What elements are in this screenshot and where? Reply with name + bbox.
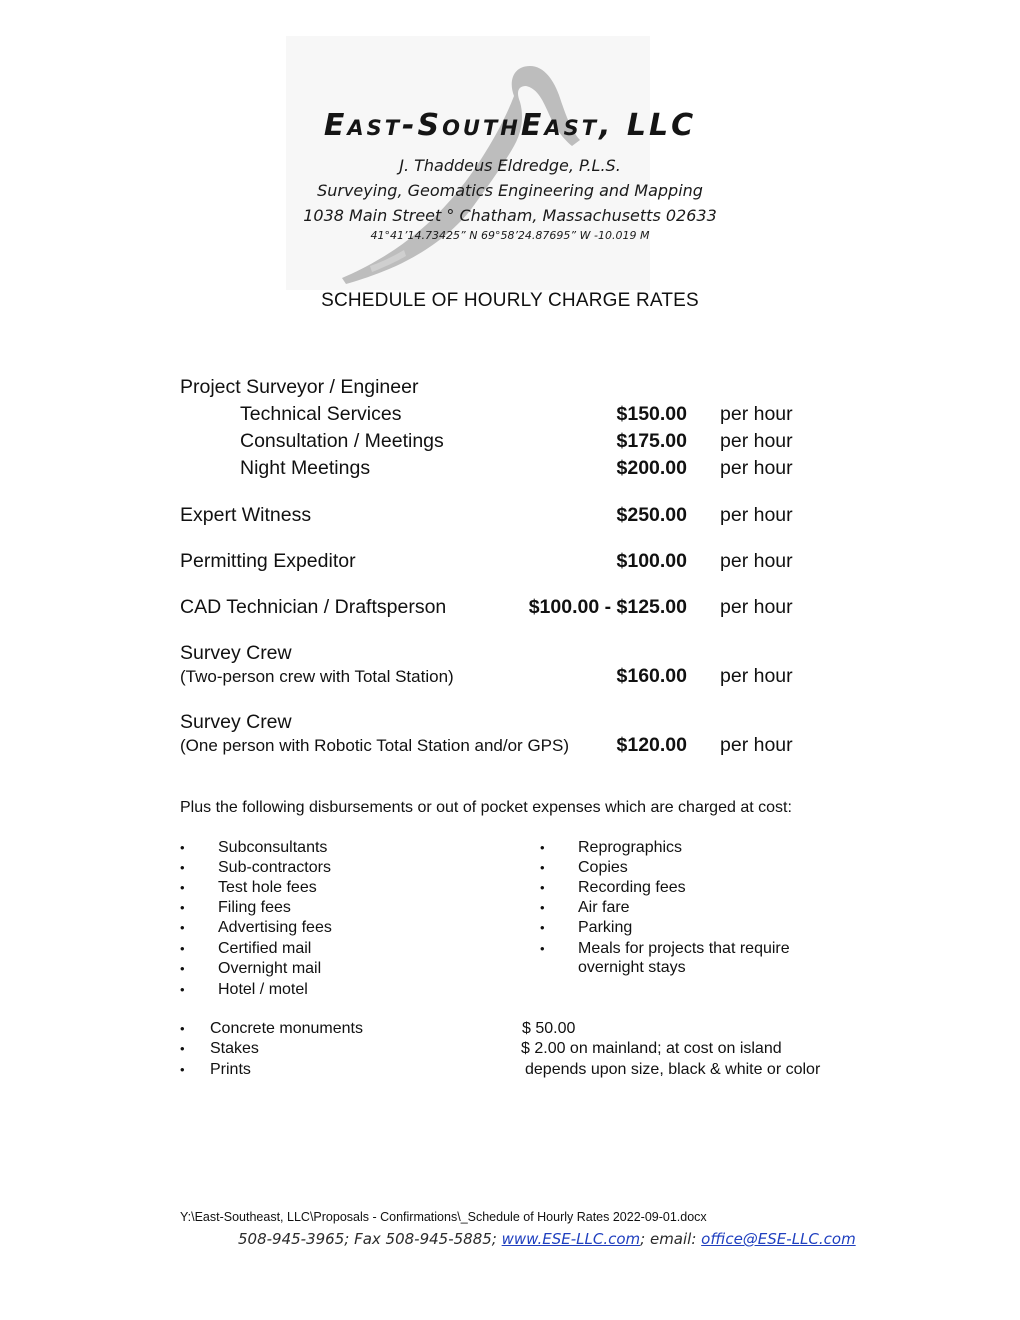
page-title: SCHEDULE OF HOURLY CHARGE RATES bbox=[321, 290, 699, 311]
list-bullet: • bbox=[180, 880, 185, 895]
list-item: Hotel / motel bbox=[218, 981, 308, 998]
material-price: $ 50.00 bbox=[522, 1020, 576, 1037]
list-item: Recording fees bbox=[578, 879, 686, 896]
survey-crew-two-unit: per hour bbox=[720, 665, 793, 687]
list-item: Overnight mail bbox=[218, 960, 322, 977]
permitting-rate: $100.00 bbox=[616, 550, 687, 572]
list-item: Meals for projects that require bbox=[578, 940, 790, 957]
list-bullet: • bbox=[180, 840, 185, 855]
email-link[interactable]: office@ESE-LLC.com bbox=[701, 1230, 856, 1248]
survey-crew-one-rate: $120.00 bbox=[616, 734, 687, 756]
list-item-continuation: overnight stays bbox=[578, 959, 686, 976]
list-bullet: • bbox=[180, 1062, 185, 1077]
disbursements-intro: Plus the following disbursements or out of pocket expenses which are charged at cost: bbox=[180, 799, 792, 816]
coordinates-line: 41°41’14.73425” N 69°58’24.87695” W -10.019 M bbox=[370, 229, 650, 242]
expert-witness-unit: per hour bbox=[720, 504, 793, 526]
company-name: East-SouthEast, LLC bbox=[323, 108, 697, 143]
list-bullet: • bbox=[180, 900, 185, 915]
list-item: Certified mail bbox=[218, 940, 312, 957]
list-bullet: • bbox=[540, 941, 545, 956]
file-path: Y:\East-Southeast, LLC\Proposals - Confirmations\_Schedule of Hourly Rates 2022-09-01.docx bbox=[180, 1210, 707, 1224]
technical-services-rate: $150.00 bbox=[616, 403, 687, 425]
material-price: depends upon size, black & white or color bbox=[525, 1061, 821, 1078]
list-item: Test hole fees bbox=[218, 879, 317, 896]
list-bullet: • bbox=[540, 840, 545, 855]
list-bullet: • bbox=[180, 961, 185, 976]
services-line: Surveying, Geomatics Engineering and Mapping bbox=[317, 181, 703, 200]
expert-witness-rate: $250.00 bbox=[616, 504, 687, 526]
list-bullet: • bbox=[180, 860, 185, 875]
list-bullet: • bbox=[540, 860, 545, 875]
list-item: Copies bbox=[578, 859, 628, 876]
survey-crew-one-sublabel: (One person with Robotic Total Station and/or GPS) bbox=[180, 736, 569, 755]
survey-crew-two-label: Survey Crew bbox=[180, 642, 292, 664]
list-item: Subconsultants bbox=[218, 839, 328, 856]
consultation-label: Consultation / Meetings bbox=[240, 430, 444, 452]
survey-crew-two-sublabel: (Two-person crew with Total Station) bbox=[180, 667, 454, 686]
address-line: 1038 Main Street ° Chatham, Massachusetts 02633 bbox=[303, 206, 717, 225]
material-price: $ 2.00 on mainland; at cost on island bbox=[521, 1040, 782, 1057]
surveyor-name: J. Thaddeus Eldredge, P.L.S. bbox=[399, 156, 621, 175]
technical-services-label: Technical Services bbox=[240, 403, 402, 425]
list-bullet: • bbox=[180, 1041, 185, 1056]
phone-fax: 508-945-3965; Fax 508-945-5885; bbox=[238, 1230, 502, 1248]
list-bullet: • bbox=[180, 1021, 185, 1036]
permitting-label: Permitting Expeditor bbox=[180, 550, 356, 572]
survey-crew-one-label: Survey Crew bbox=[180, 711, 292, 733]
night-meetings-unit: per hour bbox=[720, 457, 793, 479]
survey-crew-one-unit: per hour bbox=[720, 734, 793, 756]
night-meetings-label: Night Meetings bbox=[240, 457, 371, 479]
permitting-unit: per hour bbox=[720, 550, 793, 572]
list-bullet: • bbox=[180, 941, 185, 956]
list-bullet: • bbox=[180, 920, 185, 935]
survey-crew-two-rate: $160.00 bbox=[616, 665, 687, 687]
consultation-rate: $175.00 bbox=[616, 430, 687, 452]
night-meetings-rate: $200.00 bbox=[616, 457, 687, 479]
list-item: Filing fees bbox=[218, 899, 291, 916]
list-bullet: • bbox=[180, 982, 185, 997]
website-link[interactable]: www.ESE-LLC.com bbox=[501, 1230, 641, 1248]
material-item: Prints bbox=[210, 1061, 251, 1078]
consultation-unit: per hour bbox=[720, 430, 793, 452]
project-surveyor-label: Project Surveyor / Engineer bbox=[180, 376, 419, 398]
email-label: ; email: bbox=[640, 1230, 702, 1248]
contact-line bbox=[238, 1230, 856, 1248]
list-item: Sub-contractors bbox=[218, 859, 331, 876]
cad-technician-label: CAD Technician / Draftsperson bbox=[180, 596, 447, 618]
material-item: Stakes bbox=[210, 1040, 259, 1057]
cad-technician-unit: per hour bbox=[720, 596, 793, 618]
list-bullet: • bbox=[540, 920, 545, 935]
list-item: Parking bbox=[578, 919, 633, 936]
list-item: Reprographics bbox=[578, 839, 683, 856]
cad-technician-rate: $100.00 - $125.00 bbox=[528, 596, 687, 618]
list-bullet: • bbox=[540, 880, 545, 895]
expert-witness-label: Expert Witness bbox=[180, 504, 312, 526]
technical-services-unit: per hour bbox=[720, 403, 793, 425]
list-item: Advertising fees bbox=[218, 919, 332, 936]
list-bullet: • bbox=[540, 900, 545, 915]
material-item: Concrete monuments bbox=[210, 1020, 363, 1037]
list-item: Air fare bbox=[578, 899, 630, 916]
